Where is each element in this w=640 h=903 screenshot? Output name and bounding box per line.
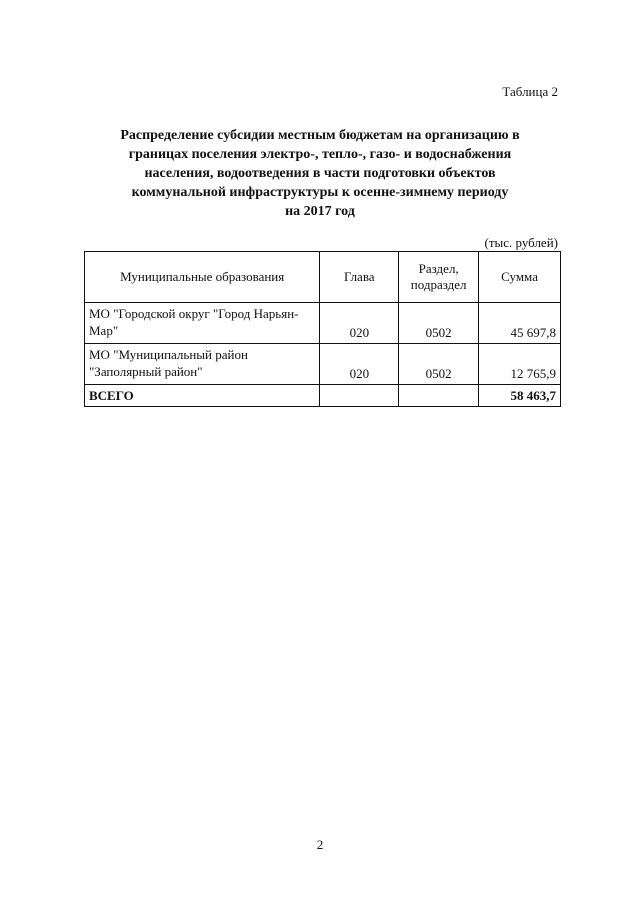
- title-line: на 2017 год: [285, 204, 355, 219]
- total-chapter: [320, 385, 399, 407]
- cell-section: 0502: [399, 344, 479, 385]
- cell-municipality: МО "Муниципальный район "Заполярный район": [85, 344, 320, 385]
- header-sum: Сумма: [479, 252, 561, 303]
- table-total-row: [85, 385, 561, 407]
- cell-sum: 45 697,8: [479, 303, 561, 344]
- table-row: [85, 344, 561, 385]
- total-section: [399, 385, 479, 407]
- header-municipality: Муниципальные образования: [85, 252, 320, 303]
- title-line: границах поселения электро-, тепло-, газо- и водоснабжения: [128, 147, 512, 162]
- subsidy-table: [84, 251, 561, 407]
- title-line: коммунальной инфраструктуры к осенне-зимнему периоду: [131, 185, 509, 200]
- title-line: населения, водоотведения в части подготовки объектов: [144, 166, 496, 181]
- document-title: [100, 126, 540, 221]
- cell-sum: 12 765,9: [479, 344, 561, 385]
- table-number-label: Таблица 2: [502, 84, 558, 99]
- header-section-line1: Раздел,: [418, 261, 459, 276]
- header-chapter: Глава: [320, 252, 399, 303]
- page-number: 2: [316, 837, 324, 852]
- cell-municipality: МО "Городской округ "Город Нарьян-Мар": [85, 303, 320, 344]
- units-note: (тыс. рублей): [484, 235, 558, 250]
- table-row: [85, 303, 561, 344]
- table-header-row: [85, 252, 561, 303]
- cell-chapter: 020: [320, 303, 399, 344]
- header-section-line2: подраздел: [410, 277, 467, 292]
- cell-section: 0502: [399, 303, 479, 344]
- cell-chapter: 020: [320, 344, 399, 385]
- total-label: ВСЕГО: [85, 385, 320, 407]
- total-sum: 58 463,7: [479, 385, 561, 407]
- header-section: [399, 252, 479, 303]
- title-line: Распределение субсидии местным бюджетам на организацию в: [120, 128, 520, 143]
